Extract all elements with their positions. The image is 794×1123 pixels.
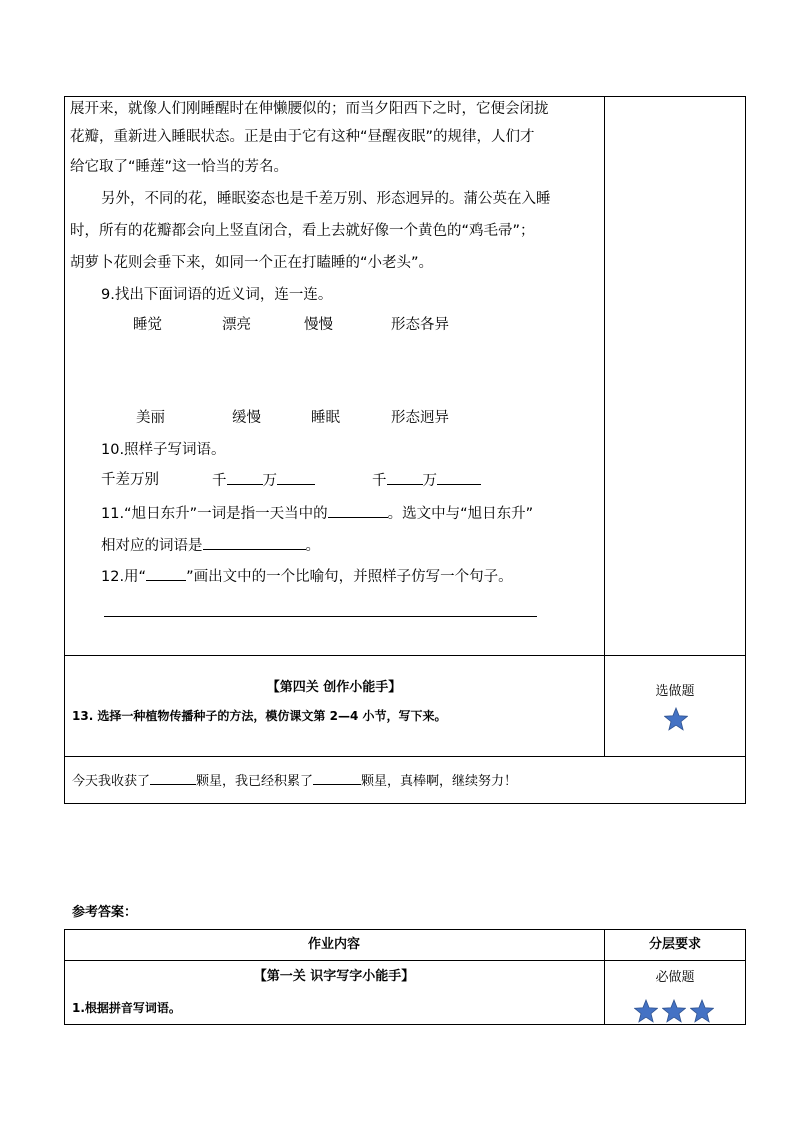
summary-blank[interactable] [313,770,361,785]
answer-q1: 1.根据拼音写词语。 [72,1001,181,1015]
section-1-title: 【第一关 识字写字小能手】 [253,969,415,984]
question-11-line-1 [101,503,533,524]
section-4-level: 选做题 [655,684,695,699]
question-10-prompt: 10.照样子写词语。 [101,442,226,458]
row-divider [64,756,746,757]
q10-example: 千差万别 [101,472,159,488]
passage-line: 给它取了“睡莲”这一恰当的芳名。 [70,159,289,175]
question-11-line-2 [101,535,320,556]
star-icon [690,999,714,1023]
q10-blank[interactable] [227,470,263,485]
q11-blank[interactable] [203,535,306,550]
summary-text: 颗星，真棒啊，继续努力！ [361,774,518,789]
q10-char-wan: 万 [262,473,277,489]
q11-text: 相对应的词语是 [101,538,203,554]
q9-top-word: 形态各异 [391,317,449,333]
summary-text: 今天我收获了 [72,774,151,789]
q9-bottom-word: 睡眠 [311,410,340,426]
q12-text: ”画出文中的一个比喻句，并照样子仿写一个句子。 [186,569,513,585]
q11-blank[interactable] [328,503,388,518]
star-icon [634,999,658,1023]
q10-blank[interactable] [277,470,315,485]
q11-text: 。 [305,538,320,554]
passage-line: 花瓣，重新进入睡眠状态。正是由于它有这种“昼醒夜眠”的规律，人们才 [70,129,535,145]
answers-level: 必做题 [655,970,695,985]
star-icon [662,999,686,1023]
q11-text: 11.“旭日东升”一词是指一天当中的 [101,506,328,522]
q9-top-word: 慢慢 [304,317,333,333]
passage-line: 时，所有的花瓣都会向上竖直闭合，看上去就好像一个黄色的“鸡毛帚”； [70,223,535,239]
passage-line: 另外，不同的花，睡眠姿态也是千差万别、形态迥异的。蒲公英在入睡 [101,191,551,207]
answers-header-content: 作业内容 [307,937,360,952]
row-divider [64,960,746,961]
q9-bottom-word: 缓慢 [232,410,261,426]
q10-char-qian: 千 [212,473,227,489]
q10-blank[interactable] [387,470,423,485]
q10-char-qian: 千 [372,473,387,489]
passage-line: 胡萝卜花则会垂下来，如同一个正在打瞌睡的“小老头”。 [70,255,434,271]
q9-bottom-word: 形态迥异 [391,410,449,426]
q11-text: 。选文中与“旭日东升” [387,506,534,522]
q12-text: 12.用“ [101,569,147,585]
question-12 [101,566,513,587]
summary-text: 颗星，我已经积累了 [196,774,314,789]
summary-line [72,770,517,792]
section-4-title: 【第四关 创作小能手】 [266,680,402,695]
question-13: 13. 选择一种植物传播种子的方法，模仿课文第 2—4 小节，写下来。 [72,709,447,723]
answers-label: 参考答案： [72,905,138,920]
star-icon [664,707,688,731]
q10-fill-1 [212,470,315,491]
q10-blank[interactable] [437,470,481,485]
question-9-prompt: 9.找出下面词语的近义词，连一连。 [101,287,333,303]
q10-fill-2 [372,470,481,491]
q9-top-word: 漂亮 [222,317,251,333]
q12-answer-line[interactable] [104,616,537,617]
column-divider [604,96,605,756]
row-divider [64,655,746,656]
q9-top-word: 睡觉 [133,317,162,333]
q9-bottom-word: 美丽 [136,410,165,426]
q12-underline-sample [146,566,186,581]
q10-char-wan: 万 [422,473,437,489]
summary-blank[interactable] [150,770,196,785]
passage-line: 展开来，就像人们刚睡醒时在伸懒腰似的；而当夕阳西下之时，它便会闭拢 [70,101,549,117]
answers-header-level: 分层要求 [648,937,701,952]
